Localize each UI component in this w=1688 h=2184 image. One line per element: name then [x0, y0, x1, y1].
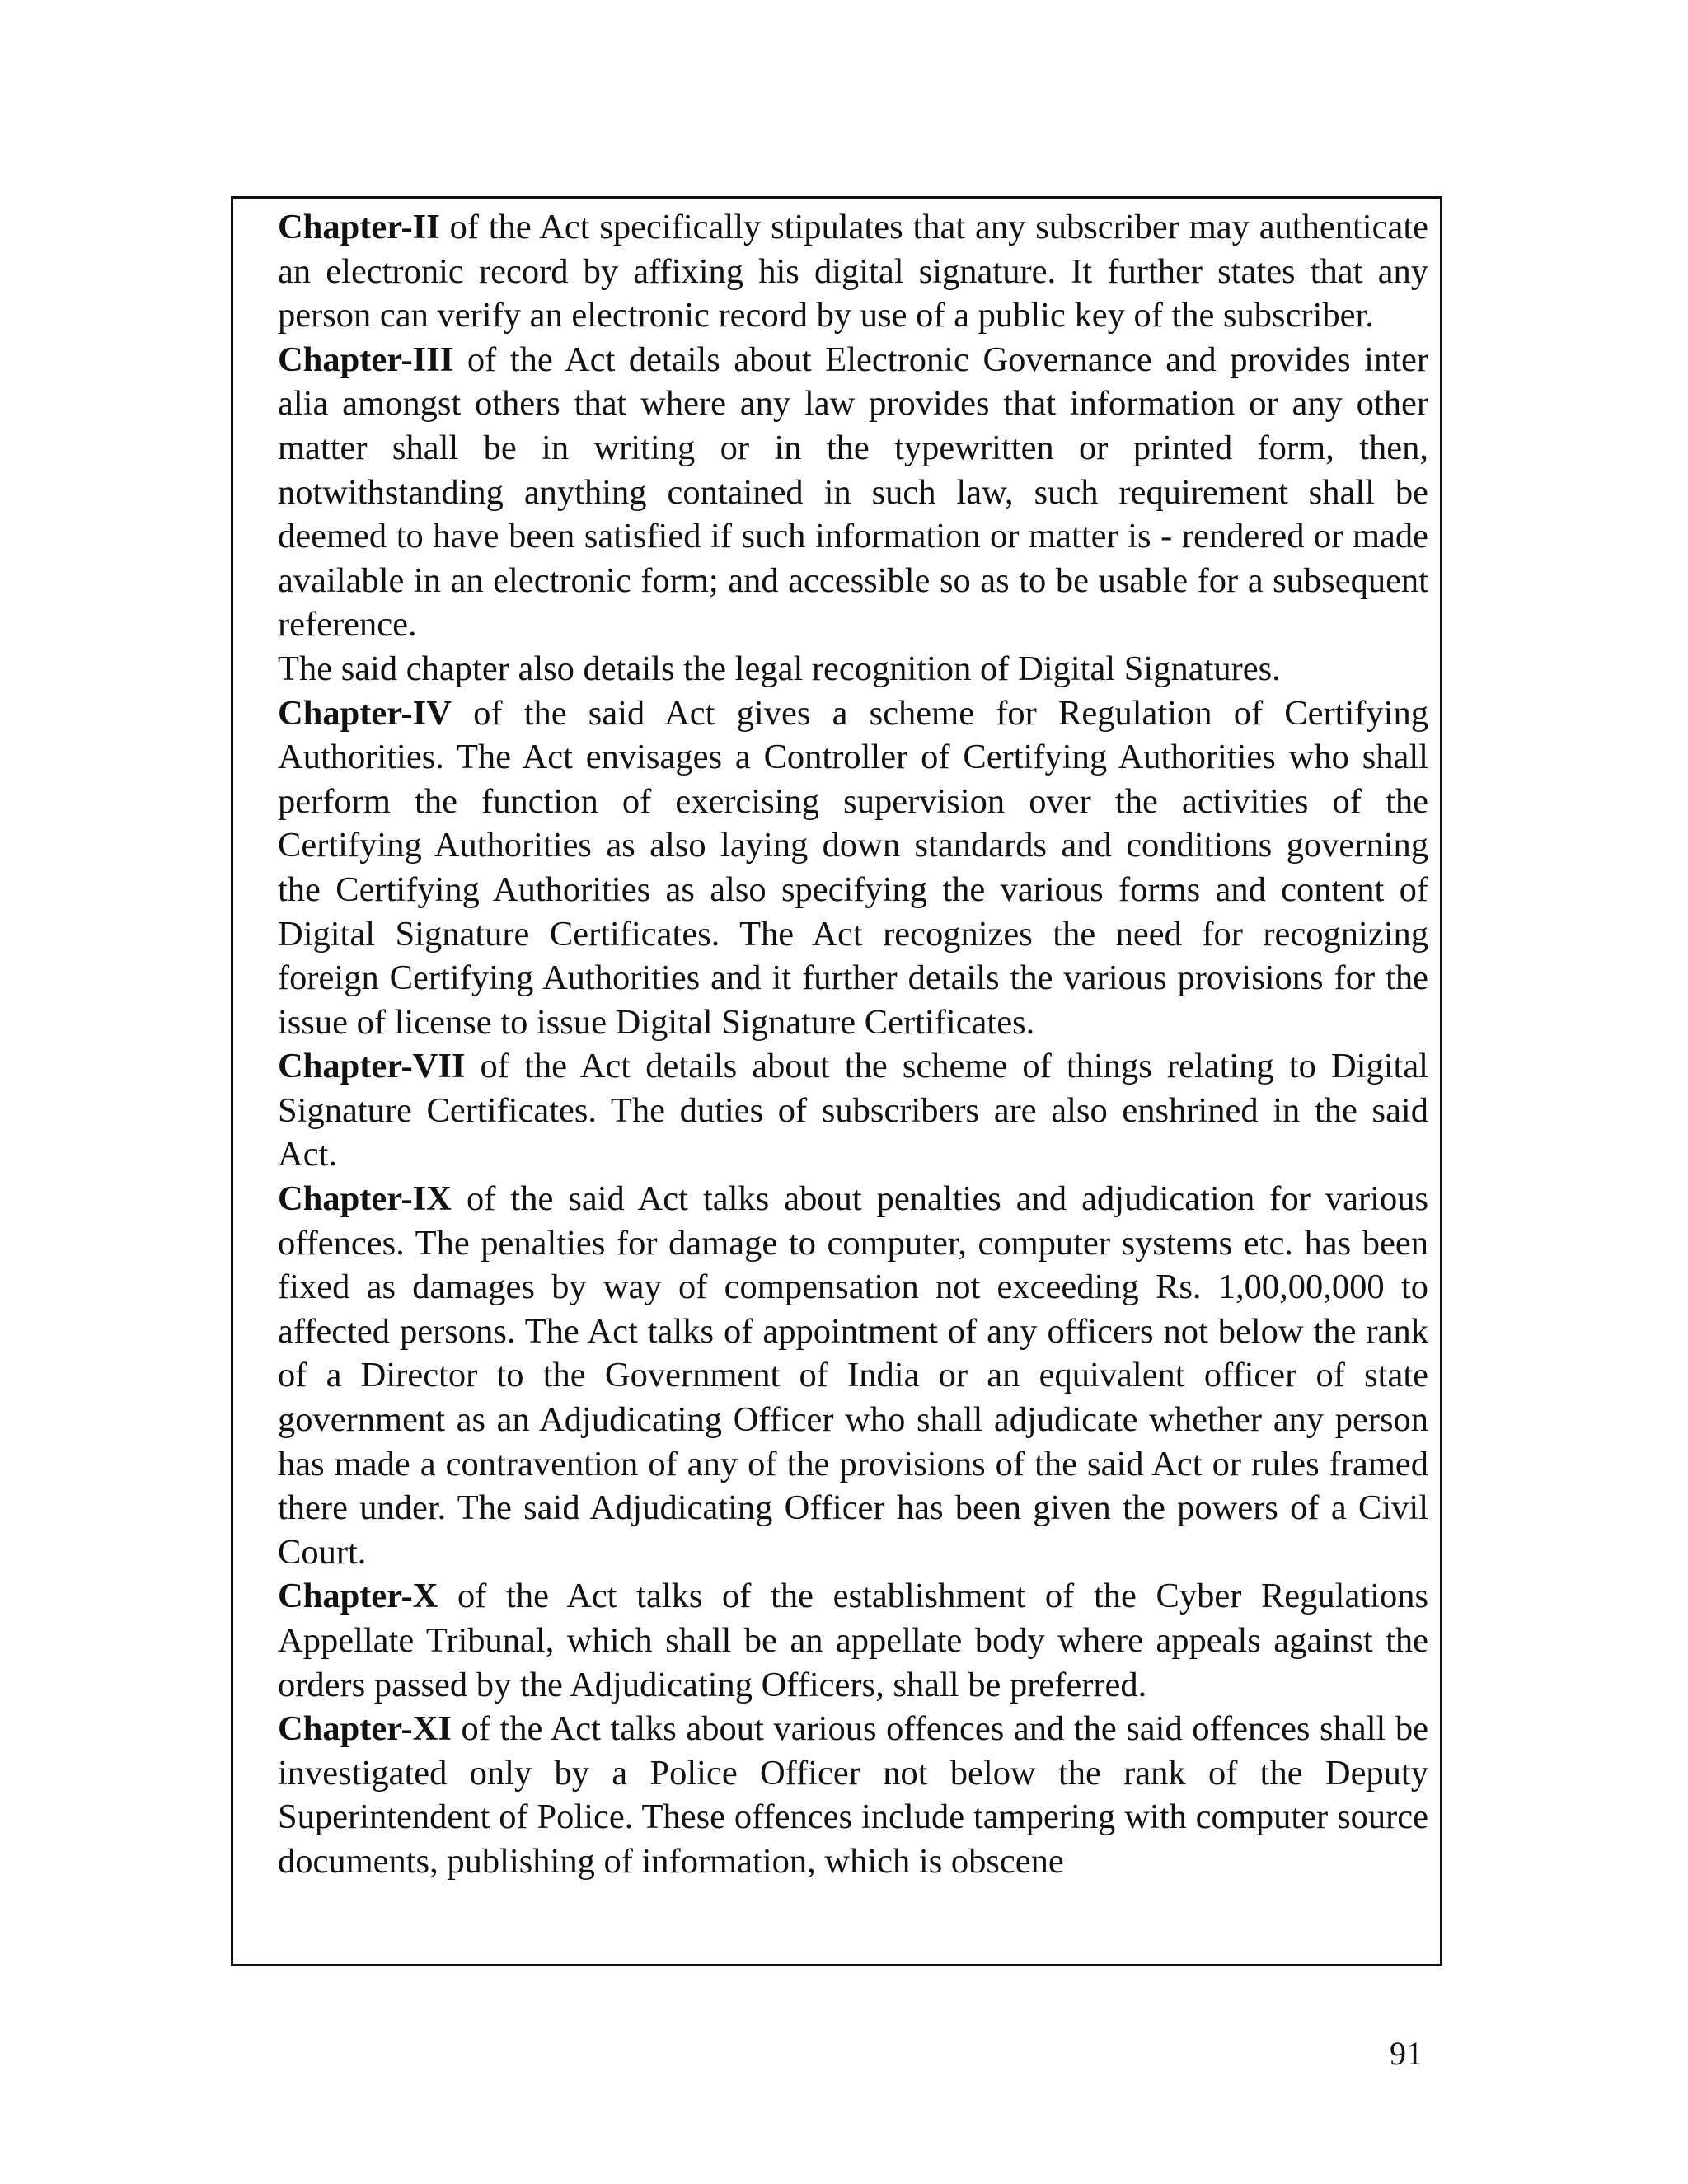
- text-body: [278, 205, 1428, 1884]
- paragraph-digital-signatures-note: [278, 647, 1428, 691]
- paragraph-chapter-ix: [278, 1177, 1428, 1574]
- chapter-label: Chapter-IX: [278, 1179, 452, 1219]
- paragraph-text: of the said Act gives a scheme for Regulation of Certifying Authorities. The Act envisages a Controller of Certifying Authorities who shall perform the function of exercising supervision over the activities of the Certifying Authorities as also laying down standards and conditions governing the Certifying Authorities as also specifying the various forms and content of Digital Signature Certificates. The Act recognizes the need for recognizing foreign Certifying Authorities and it further details the various provisions for the issue of license to issue Digital Signature Certificates.: [278, 693, 1428, 1042]
- paragraph-text: of the Act talks of the establishment of the Cyber Regulations Appellate Tribunal, which shall be an appellate body where appeals against the orders passed by the Adjudicating Officers, shall be preferred.: [278, 1577, 1428, 1704]
- chapter-label: Chapter-III: [278, 340, 454, 379]
- paragraph-text: of the Act talks about various offences and the said offences shall be investigated only by a Police Officer not below the rank of the Deputy Superintendent of Police. These offences include tampering with computer source documents, publishing of information, which is obscene: [278, 1709, 1428, 1881]
- paragraph-chapter-iv: [278, 691, 1428, 1045]
- bordered-text-box: [231, 196, 1442, 1966]
- paragraph-chapter-vii: [278, 1044, 1428, 1177]
- paragraph-text: of the Act specifically stipulates that any subscriber may authenticate an electronic record by affixing his digital signature. It further states that any person can verify an electronic record by use of a public key of the subscriber.: [278, 208, 1428, 335]
- paragraph-text: of the said Act talks about penalties and adjudication for various offences. The penalties for damage to computer, computer systems etc. has been fixed as damages by way of compensation not exceeding Rs. 1,00,00,000 to affected persons. The Act talks of appointment of any officers not below the rank of a Director to the Government of India or an equivalent officer of state government as an Adjudicating Officer who shall adjudicate whether any person has made a contravention of any of the provisions of the said Act or rules framed there under. The said Adjudicating Officer has been given the powers of a Civil Court.: [278, 1179, 1428, 1572]
- paragraph-text: The said chapter also details the legal recognition of Digital Signatures.: [278, 649, 1281, 688]
- paragraph-chapter-xi: [278, 1707, 1428, 1883]
- chapter-label: Chapter-II: [278, 208, 440, 246]
- paragraph-chapter-ii: [278, 205, 1428, 338]
- paragraph-chapter-x: [278, 1574, 1428, 1707]
- paragraph-text: of the Act details about Electronic Governance and provides inter alia amongst others that where any law provides that information or any other matter shall be in writing or in the typewritten or printed form, then, notwithstanding anything contained in such law, such requirement shall be deemed to have been satisfied if such information or matter is - rendered or made available in an electronic form; and accessible so as to be usable for a subsequent reference.: [278, 340, 1428, 644]
- chapter-label: Chapter-X: [278, 1577, 438, 1616]
- paragraph-chapter-iii: [278, 338, 1428, 647]
- chapter-label: Chapter-XI: [278, 1709, 452, 1749]
- paragraph-text: of the Act details about the scheme of things relating to Digital Signature Certificates. The duties of subscribers are also enshrined in the said Act.: [278, 1047, 1428, 1174]
- chapter-label: Chapter-IV: [278, 693, 452, 733]
- page-number: 91: [1390, 2035, 1423, 2072]
- chapter-label: Chapter-VII: [278, 1047, 466, 1086]
